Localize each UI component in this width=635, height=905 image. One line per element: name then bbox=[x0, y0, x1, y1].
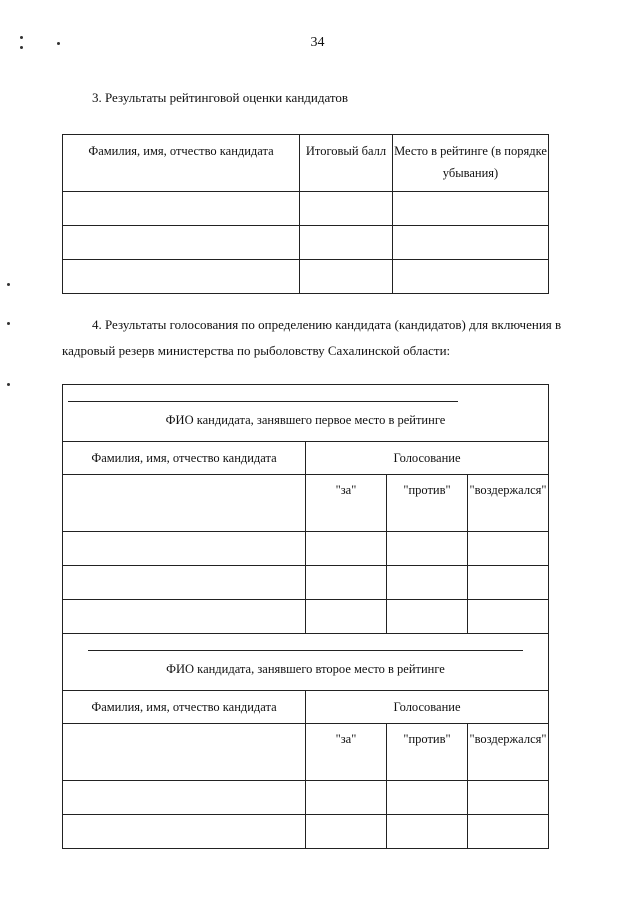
scan-speck bbox=[7, 322, 10, 325]
table-cell[interactable] bbox=[387, 781, 468, 815]
table-cell[interactable] bbox=[306, 566, 387, 600]
scan-speck bbox=[7, 383, 10, 386]
header-total-score: Итоговый балл bbox=[300, 135, 393, 192]
table-cell[interactable] bbox=[300, 226, 393, 260]
table-row bbox=[63, 815, 549, 849]
section-4-paragraph: 4. Результаты голосования по определению кандидата (кандидатов) для включения в кадровый резерв министерства по рыболовству Сахалинской области: bbox=[62, 317, 562, 358]
header-full-name: Фамилия, имя, отчество кандидата bbox=[63, 135, 300, 192]
table-cell[interactable] bbox=[306, 532, 387, 566]
block-1-options-row bbox=[63, 475, 549, 532]
table-cell[interactable] bbox=[63, 260, 300, 294]
rating-header-row bbox=[63, 135, 549, 192]
table-cell[interactable] bbox=[306, 600, 387, 634]
fio-name-line[interactable] bbox=[68, 401, 458, 402]
table-cell[interactable] bbox=[306, 815, 387, 849]
table-cell[interactable] bbox=[387, 815, 468, 849]
table-row bbox=[63, 260, 549, 294]
vote-against-label: "против" bbox=[387, 475, 468, 532]
table-cell[interactable] bbox=[468, 600, 549, 634]
table-cell[interactable] bbox=[63, 475, 306, 532]
table-cell[interactable] bbox=[63, 600, 306, 634]
table-cell[interactable] bbox=[63, 192, 300, 226]
header-rank-place: Место в рейтинге (в порядке убывания) bbox=[393, 135, 549, 192]
block-1-col-vote: Голосование bbox=[306, 442, 549, 475]
block-2-header-row bbox=[63, 691, 549, 724]
block-2-options-row bbox=[63, 724, 549, 781]
table-row bbox=[63, 532, 549, 566]
table-cell[interactable] bbox=[387, 532, 468, 566]
block-1-title-row bbox=[63, 385, 549, 442]
block-1-col-name: Фамилия, имя, отчество кандидата bbox=[63, 442, 306, 475]
table-cell[interactable] bbox=[63, 724, 306, 781]
voting-results-table bbox=[62, 384, 549, 849]
block-2-title: ФИО кандидата, занявшего второе место в рейтинге bbox=[166, 662, 445, 676]
table-cell[interactable] bbox=[393, 260, 549, 294]
scan-speck bbox=[57, 42, 60, 45]
table-row bbox=[63, 226, 549, 260]
scan-speck bbox=[20, 36, 23, 39]
table-cell[interactable] bbox=[300, 192, 393, 226]
table-cell[interactable] bbox=[63, 815, 306, 849]
table-cell[interactable] bbox=[468, 815, 549, 849]
table-cell[interactable] bbox=[387, 600, 468, 634]
block-1-header-row bbox=[63, 442, 549, 475]
rating-results-table bbox=[62, 134, 549, 294]
vote-abstain-label: "воздержался" bbox=[468, 724, 549, 781]
scan-speck bbox=[20, 46, 23, 49]
table-cell[interactable] bbox=[393, 192, 549, 226]
table-cell[interactable] bbox=[300, 260, 393, 294]
table-cell[interactable] bbox=[468, 532, 549, 566]
table-cell[interactable] bbox=[468, 566, 549, 600]
table-row bbox=[63, 600, 549, 634]
table-cell[interactable] bbox=[63, 226, 300, 260]
block-2-col-name: Фамилия, имя, отчество кандидата bbox=[63, 691, 306, 724]
table-row bbox=[63, 192, 549, 226]
table-cell[interactable] bbox=[468, 781, 549, 815]
table-cell[interactable] bbox=[63, 532, 306, 566]
table-row bbox=[63, 781, 549, 815]
table-cell[interactable] bbox=[306, 781, 387, 815]
page-number: 34 bbox=[310, 35, 325, 50]
table-cell[interactable] bbox=[63, 566, 306, 600]
block-2-title-row bbox=[63, 634, 549, 691]
table-cell[interactable] bbox=[387, 566, 468, 600]
table-row bbox=[63, 566, 549, 600]
table-cell[interactable] bbox=[393, 226, 549, 260]
vote-for-label: "за" bbox=[306, 475, 387, 532]
scan-speck bbox=[7, 283, 10, 286]
table-cell[interactable] bbox=[63, 781, 306, 815]
block-2-col-vote: Голосование bbox=[306, 691, 549, 724]
vote-abstain-label: "воздержался" bbox=[468, 475, 549, 532]
vote-against-label: "против" bbox=[387, 724, 468, 781]
vote-for-label: "за" bbox=[306, 724, 387, 781]
block-1-title: ФИО кандидата, занявшего первое место в рейтинге bbox=[165, 413, 446, 427]
fio-name-line[interactable] bbox=[88, 650, 523, 651]
section-3-heading: 3. Результаты рейтинговой оценки кандидатов bbox=[92, 90, 349, 105]
